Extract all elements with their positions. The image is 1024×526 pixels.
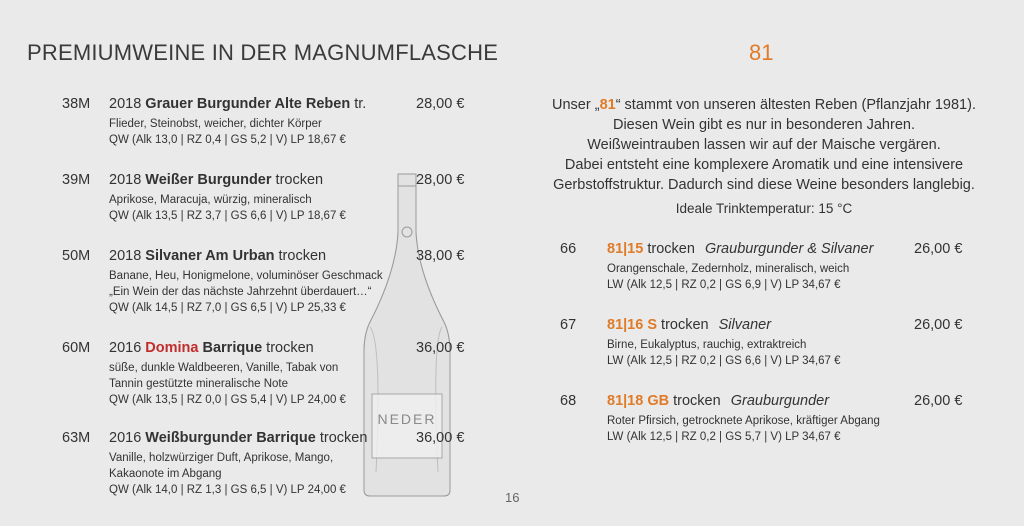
wine-description: Flieder, Steinobst, weicher, dichter Körper QW (Alk 13,0 | RZ 0,4 | GS 5,2 | V) LP 18,67 € [109, 118, 346, 146]
page-number: 16 [505, 490, 520, 505]
wine-title: 2018 Silvaner Am Urban trocken [109, 248, 327, 264]
wine-price: 36,00 € [416, 430, 465, 446]
bottle-label: NEDER [377, 411, 437, 427]
wine-description: Roter Pfirsich, getrocknete Aprikose, kräftiger Abgang LW (Alk 12,5 | RZ 0,2 | GS 5,7 | V) LP 34,67 € [607, 415, 880, 443]
wine-title: 2016 Weißburgunder Barrique trocken [109, 430, 368, 446]
wine-price: 26,00 € [914, 317, 963, 333]
series-description: Unser „81“ stammt von unseren ältesten Reben (Pflanzjahr 1981). Diesen Wein gibt es nur in besonderen Jahren. Weißweintrauben lassen wir auf der Maische vergären. Dabei entsteht eine komplexere Aromatik und eine intensivere Gerbstoffstruktur. Dadurch sind diese Weine besonders langlebig. [552, 97, 976, 193]
wine-number: 63M [62, 430, 91, 446]
wine-description: Aprikose, Maracuja, würzig, mineralisch QW (Alk 13,5 | RZ 3,7 | GS 6,6 | V) LP 18,67 € [109, 194, 346, 222]
wine-number: 67 [560, 317, 577, 333]
wine-price: 26,00 € [914, 241, 963, 257]
wine-number: 38M [62, 96, 91, 112]
wine-description: Banane, Heu, Honigmelone, voluminöser Geschmack „Ein Wein der das nächste Jahrzehnt überdauert…“ QW (Alk 14,5 | RZ 7,0 | GS 6,5 | V) LP 25,33 € [109, 270, 383, 314]
wine-description: Orangenschale, Zedernholz, mineralisch, weich LW (Alk 12,5 | RZ 0,2 | GS 6,9 | V) LP 34,67 € [607, 263, 850, 291]
wine-number: 68 [560, 393, 577, 409]
wine-title: 2018 Grauer Burgunder Alte Reben tr. [109, 96, 367, 112]
wine-title: 81|18 GB trocken Grauburgunder [607, 393, 830, 409]
wine-price: 36,00 € [416, 340, 465, 356]
section-number: 81 [749, 40, 774, 65]
wine-number: 60M [62, 340, 91, 356]
page-title: PREMIUMWEINE IN DER MAGNUMFLASCHE [27, 40, 499, 65]
wine-title: 2016 Domina Barrique trocken [109, 340, 314, 356]
wine-price: 28,00 € [416, 172, 465, 188]
wine-description: süße, dunkle Waldbeeren, Vanille, Tabak von Tannin gestützte mineralische Note QW (Alk 13,5 | RZ 0,0 | GS 5,4 | V) LP 24,00 € [109, 362, 346, 406]
serving-temperature: Ideale Trinktemperatur: 15 °C [675, 201, 853, 216]
wine-title: 81|16 S trocken Silvaner [607, 317, 772, 333]
wine-number: 50M [62, 248, 91, 264]
wine-title: 2018 Weißer Burgunder trocken [109, 172, 324, 188]
wine-description: Birne, Eukalyptus, rauchig, extraktreich LW (Alk 12,5 | RZ 0,2 | GS 6,6 | V) LP 34,67 € [607, 339, 841, 367]
wine-price: 26,00 € [914, 393, 963, 409]
wine-number: 39M [62, 172, 91, 188]
wine-price: 38,00 € [416, 248, 465, 264]
wine-number: 66 [560, 241, 577, 257]
wine-description: Vanille, holzwürziger Duft, Aprikose, Mango, Kakaonote im Abgang QW (Alk 14,0 | RZ 1,3 | GS 6,5 | V) LP 24,00 € [109, 452, 346, 496]
wine-price: 28,00 € [416, 96, 465, 112]
wine-title: 81|15 trocken Grauburgunder & Silvaner [607, 241, 874, 257]
